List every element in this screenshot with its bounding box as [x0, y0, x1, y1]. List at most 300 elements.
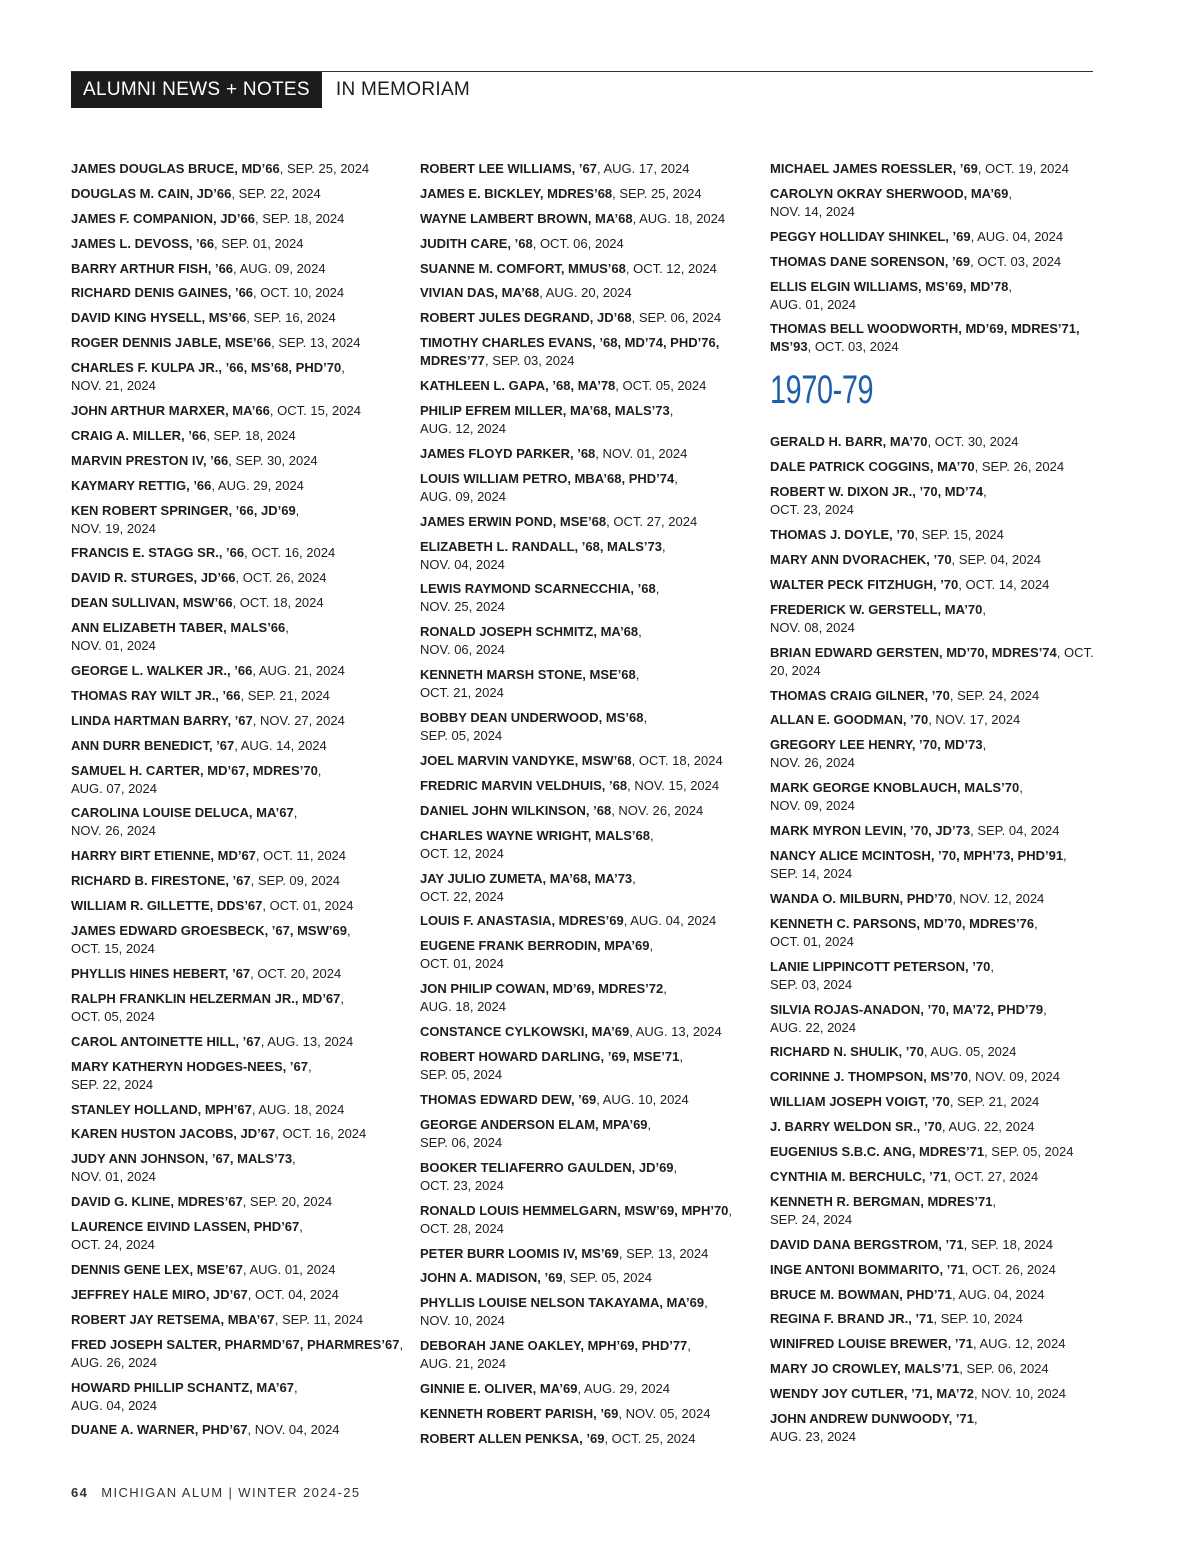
obituary-date: AUG. 01, 2024: [249, 1261, 336, 1277]
obituary-date: NOV. 01, 2024: [602, 445, 688, 461]
obituary-date: OCT. 23, 2024: [770, 502, 854, 518]
obituary-date: SEP. 25, 2024: [619, 185, 702, 201]
obituary-separator: ,: [923, 1044, 931, 1060]
obituary-date: NOV. 08, 2024: [770, 619, 855, 635]
obituary-name: KAREN HUSTON JACOBS, JD’67: [71, 1126, 276, 1142]
obituary-date: OCT. 01, 2024: [269, 898, 354, 914]
obituary-name: EUGENIUS S.B.C. ANG, MDRES’71: [770, 1144, 985, 1160]
obituary-entry: [71, 897, 411, 915]
obituary-date: NOV. 06, 2024: [420, 642, 505, 658]
obituary-date: OCT. 20, 2024: [257, 965, 342, 981]
obituary-name: WINIFRED LOUISE BREWER, ’71: [770, 1336, 973, 1352]
obituary-entry: [770, 253, 1110, 271]
obituary-name: DALE PATRICK COGGINS, MA’70: [770, 459, 975, 475]
obituary-date: OCT. 25, 2024: [611, 1430, 696, 1446]
obituary-separator: ,: [260, 1033, 268, 1049]
obituary-date: OCT. 26, 2024: [242, 570, 327, 586]
obituary-name: JUDITH CARE, ’68: [420, 235, 533, 251]
obituary-separator: ,: [1063, 848, 1067, 864]
obituary-name: KAYMARY RETTIG, ’66: [71, 477, 212, 493]
obituary-date: SEP. 22, 2024: [238, 185, 321, 201]
obituary-separator: ,: [595, 445, 603, 461]
obituary-separator: ,: [1034, 915, 1038, 931]
obituary-date: SEP. 05, 2024: [420, 1067, 503, 1083]
obituary-entry: [770, 160, 1110, 178]
obituary-entry: [71, 185, 411, 203]
column-1: [71, 160, 411, 1446]
obituary-entry: [71, 1033, 411, 1051]
obituary-entry: [770, 278, 1110, 314]
obituary-date: SEP. 01, 2024: [221, 235, 304, 251]
obituary-name: DAVID R. STURGES, JD’66: [71, 570, 236, 586]
obituary-entry: [420, 1023, 760, 1041]
obituary-separator: ,: [611, 802, 619, 818]
obituary-entry: [71, 619, 411, 655]
obituary-date: AUG. 18, 2024: [420, 999, 506, 1015]
obituary-name: NANCY ALICE MCINTOSH, ’70, MPH’73, PHD’91: [770, 848, 1064, 864]
page-number: 64: [71, 1485, 89, 1500]
obituary-name: HARRY BIRT ETIENNE, MD’67: [71, 848, 256, 864]
obituary-entry: [770, 1385, 1110, 1403]
obituary-date: AUG. 09, 2024: [420, 488, 506, 504]
obituary-entry: [71, 965, 411, 983]
obituary-name: LAURENCE EIVIND LASSEN, PHD’67: [71, 1219, 300, 1235]
obituary-name: CAROLINA LOUISE DELUCA, MA’67: [71, 805, 294, 821]
obituary-date: AUG. 18, 2024: [258, 1101, 345, 1117]
obituary-name: RICHARD N. SHULIK, ’70: [770, 1044, 924, 1060]
obituary-entry: [71, 160, 411, 178]
obituary-entry: [71, 737, 411, 755]
obituary-separator: ,: [992, 1193, 997, 1209]
obituary-name: GREGORY LEE HENRY, ’70, MD’73: [770, 737, 983, 753]
obituary-separator: ,: [627, 777, 635, 793]
obituary-entry: [71, 687, 411, 705]
obituary-separator: ,: [240, 687, 248, 703]
obituary-entry: [71, 662, 411, 680]
obituary-date: SEP. 18, 2024: [970, 1236, 1053, 1252]
obituary-date: SEP. 21, 2024: [957, 1094, 1040, 1110]
obituary-name: ROBERT W. DIXON JR., ’70, MD’74: [770, 484, 984, 500]
obituary-name: J. BARRY WELDON SR., ’70: [770, 1119, 942, 1135]
obituary-date: OCT. 21, 2024: [420, 685, 504, 701]
obituary-separator: ,: [625, 260, 634, 276]
obituary-entry: [71, 402, 411, 420]
obituary-date: OCT. 12, 2024: [420, 845, 504, 861]
obituary-date: SEP. 06, 2024: [638, 310, 722, 326]
obituary-name: JAMES EDWARD GROESBECK, ’67, MSW’69: [71, 923, 347, 939]
obituary-separator: ,: [933, 1311, 941, 1327]
obituary-entry: [71, 427, 411, 445]
obituary-name: BOOKER TELIAFERRO GAULDEN, JD’69: [420, 1159, 674, 1175]
obituary-entry: [420, 210, 760, 228]
obituary-date: NOV. 26, 2024: [71, 823, 156, 839]
obituary-name: THOMAS BELL WOODWORTH, MD’69, MDRES’71, MS’93: [770, 321, 1080, 355]
obituary-name: MARY KATHERYN HODGES-NEES, ’67: [71, 1058, 308, 1074]
obituary-name: VIVIAN DAS, MA’68: [420, 285, 540, 301]
obituary-separator: ,: [293, 805, 298, 821]
obituary-entry: [770, 915, 1110, 951]
obituary-date: AUG. 20, 2024: [545, 285, 632, 301]
section-header: [71, 72, 484, 108]
obituary-date: SEP. 26, 2024: [981, 459, 1065, 475]
obituary-separator: ,: [232, 595, 240, 611]
obituary-separator: ,: [299, 1219, 303, 1235]
obituary-separator: ,: [253, 285, 261, 301]
obituary-date: AUG. 29, 2024: [584, 1381, 670, 1397]
obituary-entry: [770, 526, 1110, 544]
obituary-date: OCT. 06, 2024: [539, 235, 624, 251]
obituary-date: AUG. 12, 2024: [979, 1336, 1066, 1352]
obituary-entry: [71, 284, 411, 302]
obituary-separator: ,: [952, 890, 960, 906]
obituary-name: KENNETH MARSH STONE, MSE’68: [420, 667, 636, 683]
obituary-separator: ,: [293, 1379, 298, 1395]
obituary-date: NOV. 09, 2024: [975, 1069, 1060, 1085]
obituary-date: OCT. 15, 2024: [277, 403, 361, 419]
obituary-separator: ,: [632, 870, 636, 886]
obituary-date: NOV. 09, 2024: [770, 798, 855, 814]
obituary-entry: [71, 477, 411, 495]
obituary-date: SEP. 09, 2024: [257, 873, 341, 889]
obituary-name: CYNTHIA M. BERCHULC, ’71: [770, 1168, 948, 1184]
column-3-bottom-list: [770, 433, 1110, 1446]
obituary-date: NOV. 26, 2024: [770, 755, 855, 771]
obituary-separator: ,: [211, 477, 218, 493]
obituary-entry: [420, 623, 760, 659]
obituary-name: JOHN A. MADISON, ’69: [420, 1270, 563, 1286]
obituary-separator: ,: [661, 538, 666, 554]
obituary-date: OCT. 23, 2024: [420, 1177, 504, 1193]
obituary-name: MARY JO CROWLEY, MALS’71: [770, 1361, 960, 1377]
obituary-entry: [420, 377, 760, 395]
obituary-entry: [71, 990, 411, 1026]
obituary-name: PHYLLIS LOUISE NELSON TAKAYAMA, MA’69: [420, 1295, 705, 1311]
obituary-name: DAVID G. KLINE, MDRES’67: [71, 1194, 243, 1210]
obituary-name: TIMOTHY CHARLES EVANS, ’68, MD’74, PHD’76, MDRES’77: [420, 335, 720, 369]
obituary-date: OCT. 18, 2024: [638, 753, 723, 769]
obituary-separator: ,: [807, 339, 815, 355]
obituary-entry: [420, 185, 760, 203]
obituary-separator: ,: [231, 185, 239, 201]
obituary-date: SEP. 24, 2024: [957, 687, 1040, 703]
obituary-date: NOV. 12, 2024: [959, 890, 1045, 906]
obituary-entry: [71, 847, 411, 865]
obituary-name: DEAN SULLIVAN, MSW’66: [71, 595, 233, 611]
obituary-entry: [71, 1261, 411, 1279]
obituary-separator: ,: [958, 576, 966, 592]
obituary-name: ANN DURR BENEDICT, ’67: [71, 737, 235, 753]
obituary-name: JAMES L. DEVOSS, ’66: [71, 235, 215, 251]
obituary-separator: ,: [233, 260, 240, 276]
obituary-name: WILLIAM R. GILLETTE, DDS’67: [71, 898, 263, 914]
obituary-name: MICHAEL JAMES ROESSLER, ’69: [770, 161, 978, 176]
obituary-entry: [770, 1068, 1110, 1086]
obituary-separator: ,: [1008, 278, 1012, 294]
obituary-date: AUG. 05, 2024: [930, 1044, 1017, 1060]
obituary-name: ROBERT LEE WILLIAMS, ’67: [420, 161, 597, 176]
obituary-separator: ,: [295, 502, 300, 518]
obituary-name: WANDA O. MILBURN, PHD’70: [770, 890, 953, 906]
obituary-separator: ,: [974, 459, 982, 475]
obituary-entry: [71, 922, 411, 958]
obituary-name: MARK MYRON LEVIN, ’70, JD’73: [770, 823, 971, 839]
obituary-date: AUG. 04, 2024: [958, 1286, 1045, 1302]
obituary-name: FREDERICK W. GERSTELL, MA’70: [770, 601, 983, 617]
obituary-name: ROBERT ALLEN PENKSA, ’69: [420, 1430, 605, 1446]
obituary-entry: [71, 804, 411, 840]
obituary-date: OCT. 18, 2024: [239, 595, 324, 611]
obituary-name: RONALD JOSEPH SCHMITZ, MA’68: [420, 624, 639, 640]
obituary-name: REGINA F. BRAND JR., ’71: [770, 1311, 934, 1327]
obituary-name: THOMAS J. DOYLE, ’70: [770, 527, 915, 543]
obituary-name: CONSTANCE CYLKOWSKI, MA’69: [420, 1024, 630, 1040]
obituary-separator: ,: [604, 1430, 612, 1446]
obituary-date: SEP. 04, 2024: [977, 823, 1060, 839]
obituary-name: DEBORAH JANE OAKLEY, MPH’69, PHD’77: [420, 1338, 688, 1354]
obituary-date: NOV. 14, 2024: [770, 203, 855, 219]
obituary-name: BARRY ARTHUR FISH, ’66: [71, 260, 234, 276]
obituary-date: NOV. 25, 2024: [420, 599, 505, 615]
obituary-separator: ,: [952, 1286, 959, 1302]
obituary-separator: ,: [618, 1245, 627, 1261]
obituary-separator: ,: [577, 1381, 584, 1397]
obituary-date: NOV. 04, 2024: [420, 556, 505, 572]
obituary-entry: [71, 1150, 411, 1186]
publication-name: MICHIGAN ALUM | WINTER 2024-25: [101, 1485, 361, 1500]
decade-heading: 1970-79: [770, 368, 874, 413]
obituary-date: OCT. 10, 2024: [260, 285, 345, 301]
obituary-name: HOWARD PHILLIP SCHANTZ, MA’67: [71, 1379, 294, 1395]
obituary-separator: ,: [1019, 780, 1023, 796]
obituary-date: AUG. 13, 2024: [635, 1024, 722, 1040]
obituary-separator: ,: [629, 1024, 636, 1040]
obituary-name: BRUCE M. BOWMAN, PHD’71: [770, 1286, 953, 1302]
obituary-date: NOV. 04, 2024: [254, 1422, 340, 1438]
obituary-date: AUG. 10, 2024: [602, 1091, 689, 1107]
obituary-name: DANIEL JOHN WILKINSON, ’68: [420, 802, 612, 818]
obituary-name: CRAIG A. MILLER, ’66: [71, 427, 207, 443]
obituary-entry: [770, 847, 1110, 883]
obituary-separator: ,: [632, 210, 640, 226]
obituary-entry: [71, 1193, 411, 1211]
obituary-name: JOEL MARVIN VANDYKE, MSW’68: [420, 753, 632, 769]
obituary-date: SEP. 20, 2024: [249, 1194, 333, 1210]
obituary-entry: [770, 1168, 1110, 1186]
obituary-entry: [71, 1101, 411, 1119]
obituary-separator: ,: [1056, 644, 1064, 660]
obituary-separator: ,: [615, 378, 623, 394]
obituary-separator: ,: [246, 310, 254, 326]
obituary-date: SEP. 15, 2024: [921, 527, 1004, 543]
obituary-entry: [770, 320, 1110, 356]
obituary-name: JAMES ERWIN POND, MSE’68: [420, 513, 607, 529]
obituary-entry: [420, 445, 760, 463]
obituary-separator: ,: [964, 1261, 973, 1277]
obituary-name: MARY ANN DVORACHEK, ’70: [770, 552, 952, 568]
obituary-name: THOMAS EDWARD DEW, ’69: [420, 1091, 597, 1107]
obituary-entry: [770, 1410, 1110, 1446]
obituary-name: LOUIS WILLIAM PETRO, MBA’68, PHD’74: [420, 470, 675, 486]
obituary-separator: ,: [618, 1405, 626, 1421]
obituary-entry: [770, 483, 1110, 519]
obituary-name: ALLAN E. GOODMAN, ’70: [770, 712, 929, 728]
obituary-entry: [770, 644, 1110, 680]
obituary-date: SEP. 06, 2024: [420, 1134, 503, 1150]
obituary-date: OCT. 19, 2024: [985, 161, 1069, 176]
obituary-separator: ,: [949, 1094, 958, 1110]
obituary-entry: [770, 779, 1110, 815]
obituary-entry: [71, 1336, 411, 1372]
obituary-separator: ,: [269, 403, 278, 419]
obituary-separator: ,: [562, 1270, 570, 1286]
obituary-name: WALTER PECK FITZHUGH, ’70: [770, 576, 959, 592]
obituary-name: JOHN ANDREW DUNWOODY, ’71: [770, 1410, 974, 1426]
obituary-separator: ,: [673, 1159, 678, 1175]
obituary-entry: [420, 1202, 760, 1238]
obituary-entry: [420, 912, 760, 930]
obituary-entry: [71, 569, 411, 587]
obituary-name: ELLIS ELGIN WILLIAMS, MS’69, MD’78: [770, 278, 1009, 294]
obituary-separator: ,: [247, 1422, 255, 1438]
obituary-separator: ,: [596, 1091, 603, 1107]
obituary-entry: [71, 1421, 411, 1439]
obituary-date: NOV. 21, 2024: [71, 378, 156, 394]
obituary-date: NOV. 19, 2024: [71, 520, 156, 536]
obituary-date: NOV. 27, 2024: [260, 712, 345, 728]
obituary-date: SEP. 11, 2024: [281, 1311, 364, 1327]
obituary-name: PHYLLIS HINES HEBERT, ’67: [71, 965, 251, 981]
obituary-date: AUG. 26, 2024: [71, 1354, 157, 1370]
obituary-name: DENNIS GENE LEX, MSE’67: [71, 1261, 243, 1277]
obituary-entry: [71, 1058, 411, 1094]
obituary-separator: ,: [317, 762, 322, 778]
obituary-name: KEN ROBERT SPRINGER, ’66, JD’69: [71, 502, 296, 518]
obituary-date: SEP. 18, 2024: [262, 210, 345, 226]
obituary-name: JAY JULIO ZUMETA, MA’68, MA’73: [420, 870, 633, 886]
obituary-separator: ,: [649, 827, 654, 843]
obituary-separator: ,: [941, 1119, 949, 1135]
obituary-separator: ,: [242, 1261, 250, 1277]
obituary-name: ROBERT JULES DEGRAND, JD’68: [420, 310, 632, 326]
obituary-separator: ,: [596, 161, 604, 176]
obituary-name: ANN ELIZABETH TABER, MALS’66: [71, 620, 286, 636]
obituary-separator: ,: [255, 848, 264, 864]
obituary-date: AUG. 12, 2024: [420, 421, 506, 437]
obituary-date: OCT. 15, 2024: [71, 941, 155, 957]
obituary-entry: [770, 687, 1110, 705]
obituary-date: NOV. 15, 2024: [634, 777, 720, 793]
obituary-entry: [420, 260, 760, 278]
obituary-separator: ,: [252, 663, 259, 679]
obituary-name: PHILIP EFREM MILLER, MA’68, MALS’73: [420, 403, 670, 419]
obituary-name: DAVID DANA BERGSTROM, ’71: [770, 1236, 964, 1252]
obituary-entry: [420, 1091, 760, 1109]
obituary-separator: ,: [250, 965, 258, 981]
obituary-separator: ,: [669, 403, 674, 419]
obituary-entry: [71, 334, 411, 352]
obituary-date: OCT. 27, 2024: [954, 1168, 1039, 1184]
obituary-entry: [71, 872, 411, 890]
obituary-date: SEP. 16, 2024: [253, 310, 336, 326]
obituary-date: SEP. 21, 2024: [247, 687, 330, 703]
obituary-separator: ,: [346, 923, 351, 939]
obituary-separator: ,: [485, 353, 493, 369]
obituary-entry: [71, 712, 411, 730]
obituary-entry: [770, 1335, 1110, 1353]
obituary-separator: ,: [623, 913, 631, 929]
obituary-separator: ,: [635, 667, 640, 683]
obituary-date: OCT. 14, 2024: [965, 576, 1050, 592]
obituary-separator: ,: [647, 1116, 652, 1132]
obituary-entry: [71, 309, 411, 327]
obituary-date: SEP. 03, 2024: [492, 353, 575, 369]
obituary-separator: ,: [252, 712, 260, 728]
obituary-separator: ,: [970, 823, 978, 839]
obituary-date: AUG. 22, 2024: [948, 1119, 1035, 1135]
obituary-date: OCT. 11, 2024: [263, 848, 347, 864]
obituary-date: OCT. 27, 2024: [613, 513, 698, 529]
obituary-separator: ,: [341, 360, 345, 376]
obituary-separator: ,: [649, 938, 654, 954]
obituary-separator: ,: [704, 1295, 708, 1311]
obituary-entry: [420, 309, 760, 327]
obituary-name: JAMES E. BICKLEY, MDRES’68: [420, 185, 613, 201]
obituary-date: SEP. 30, 2024: [235, 452, 318, 468]
obituary-date: AUG. 04, 2024: [630, 913, 717, 929]
obituary-separator: ,: [663, 981, 667, 997]
obituary-name: LINDA HARTMAN BARRY, ’67: [71, 712, 253, 728]
obituary-entry: [420, 1430, 760, 1448]
obituary-date: NOV. 26, 2024: [618, 802, 704, 818]
obituary-entry: [770, 822, 1110, 840]
obituary-name: BOBBY DEAN UNDERWOOD, MS’68: [420, 710, 644, 726]
obituary-entry: [420, 827, 760, 863]
obituary-separator: ,: [612, 185, 620, 201]
obituary-date: SEP. 25, 2024: [286, 161, 370, 176]
obituary-separator: ,: [262, 898, 270, 914]
obituary-separator: ,: [928, 712, 936, 728]
obituary-name: LANIE LIPPINCOTT PETERSON, ’70: [770, 958, 991, 974]
obituary-separator: ,: [983, 484, 987, 500]
obituary-date: OCT. 30, 2024: [934, 434, 1019, 450]
obituary-name: JUDY ANN JOHNSON, ’67, MALS’73: [71, 1151, 293, 1167]
obituary-entry: [71, 1379, 411, 1415]
obituary-entry: [420, 752, 760, 770]
obituary-name: ROBERT JAY RETSEMA, MBA’67: [71, 1311, 275, 1327]
obituary-separator: ,: [399, 1336, 404, 1352]
obituary-entry: [71, 235, 411, 253]
obituary-date: AUG. 13, 2024: [267, 1033, 354, 1049]
obituary-separator: ,: [973, 1410, 978, 1426]
obituary-name: MARVIN PRESTON IV, ’66: [71, 452, 229, 468]
obituary-date: OCT. 20, 2024: [770, 644, 1094, 678]
obituary-entry: [770, 1118, 1110, 1136]
obituary-separator: ,: [254, 210, 263, 226]
obituary-entry: [770, 1043, 1110, 1061]
obituary-name: EUGENE FRANK BERRODIN, MPA’69: [420, 938, 650, 954]
obituary-name: BRIAN EDWARD GERSTEN, MD’70, MDRES’74: [770, 644, 1057, 660]
obituary-name: LOUIS F. ANASTASIA, MDRES’69: [420, 913, 624, 929]
obituary-separator: ,: [967, 1069, 976, 1085]
obituary-entry: [770, 1286, 1110, 1304]
obituary-date: OCT. 03, 2024: [977, 253, 1062, 269]
obituary-entry: [420, 666, 760, 702]
obituary-name: KATHLEEN L. GAPA, ’68, MA’78: [420, 378, 616, 394]
obituary-name: WENDY JOY CUTLER, ’71, MA’72: [770, 1386, 974, 1402]
obituary-date: SEP. 03, 2024: [770, 976, 853, 992]
obituary-separator: ,: [275, 1126, 283, 1142]
obituary-entry: [770, 433, 1110, 451]
